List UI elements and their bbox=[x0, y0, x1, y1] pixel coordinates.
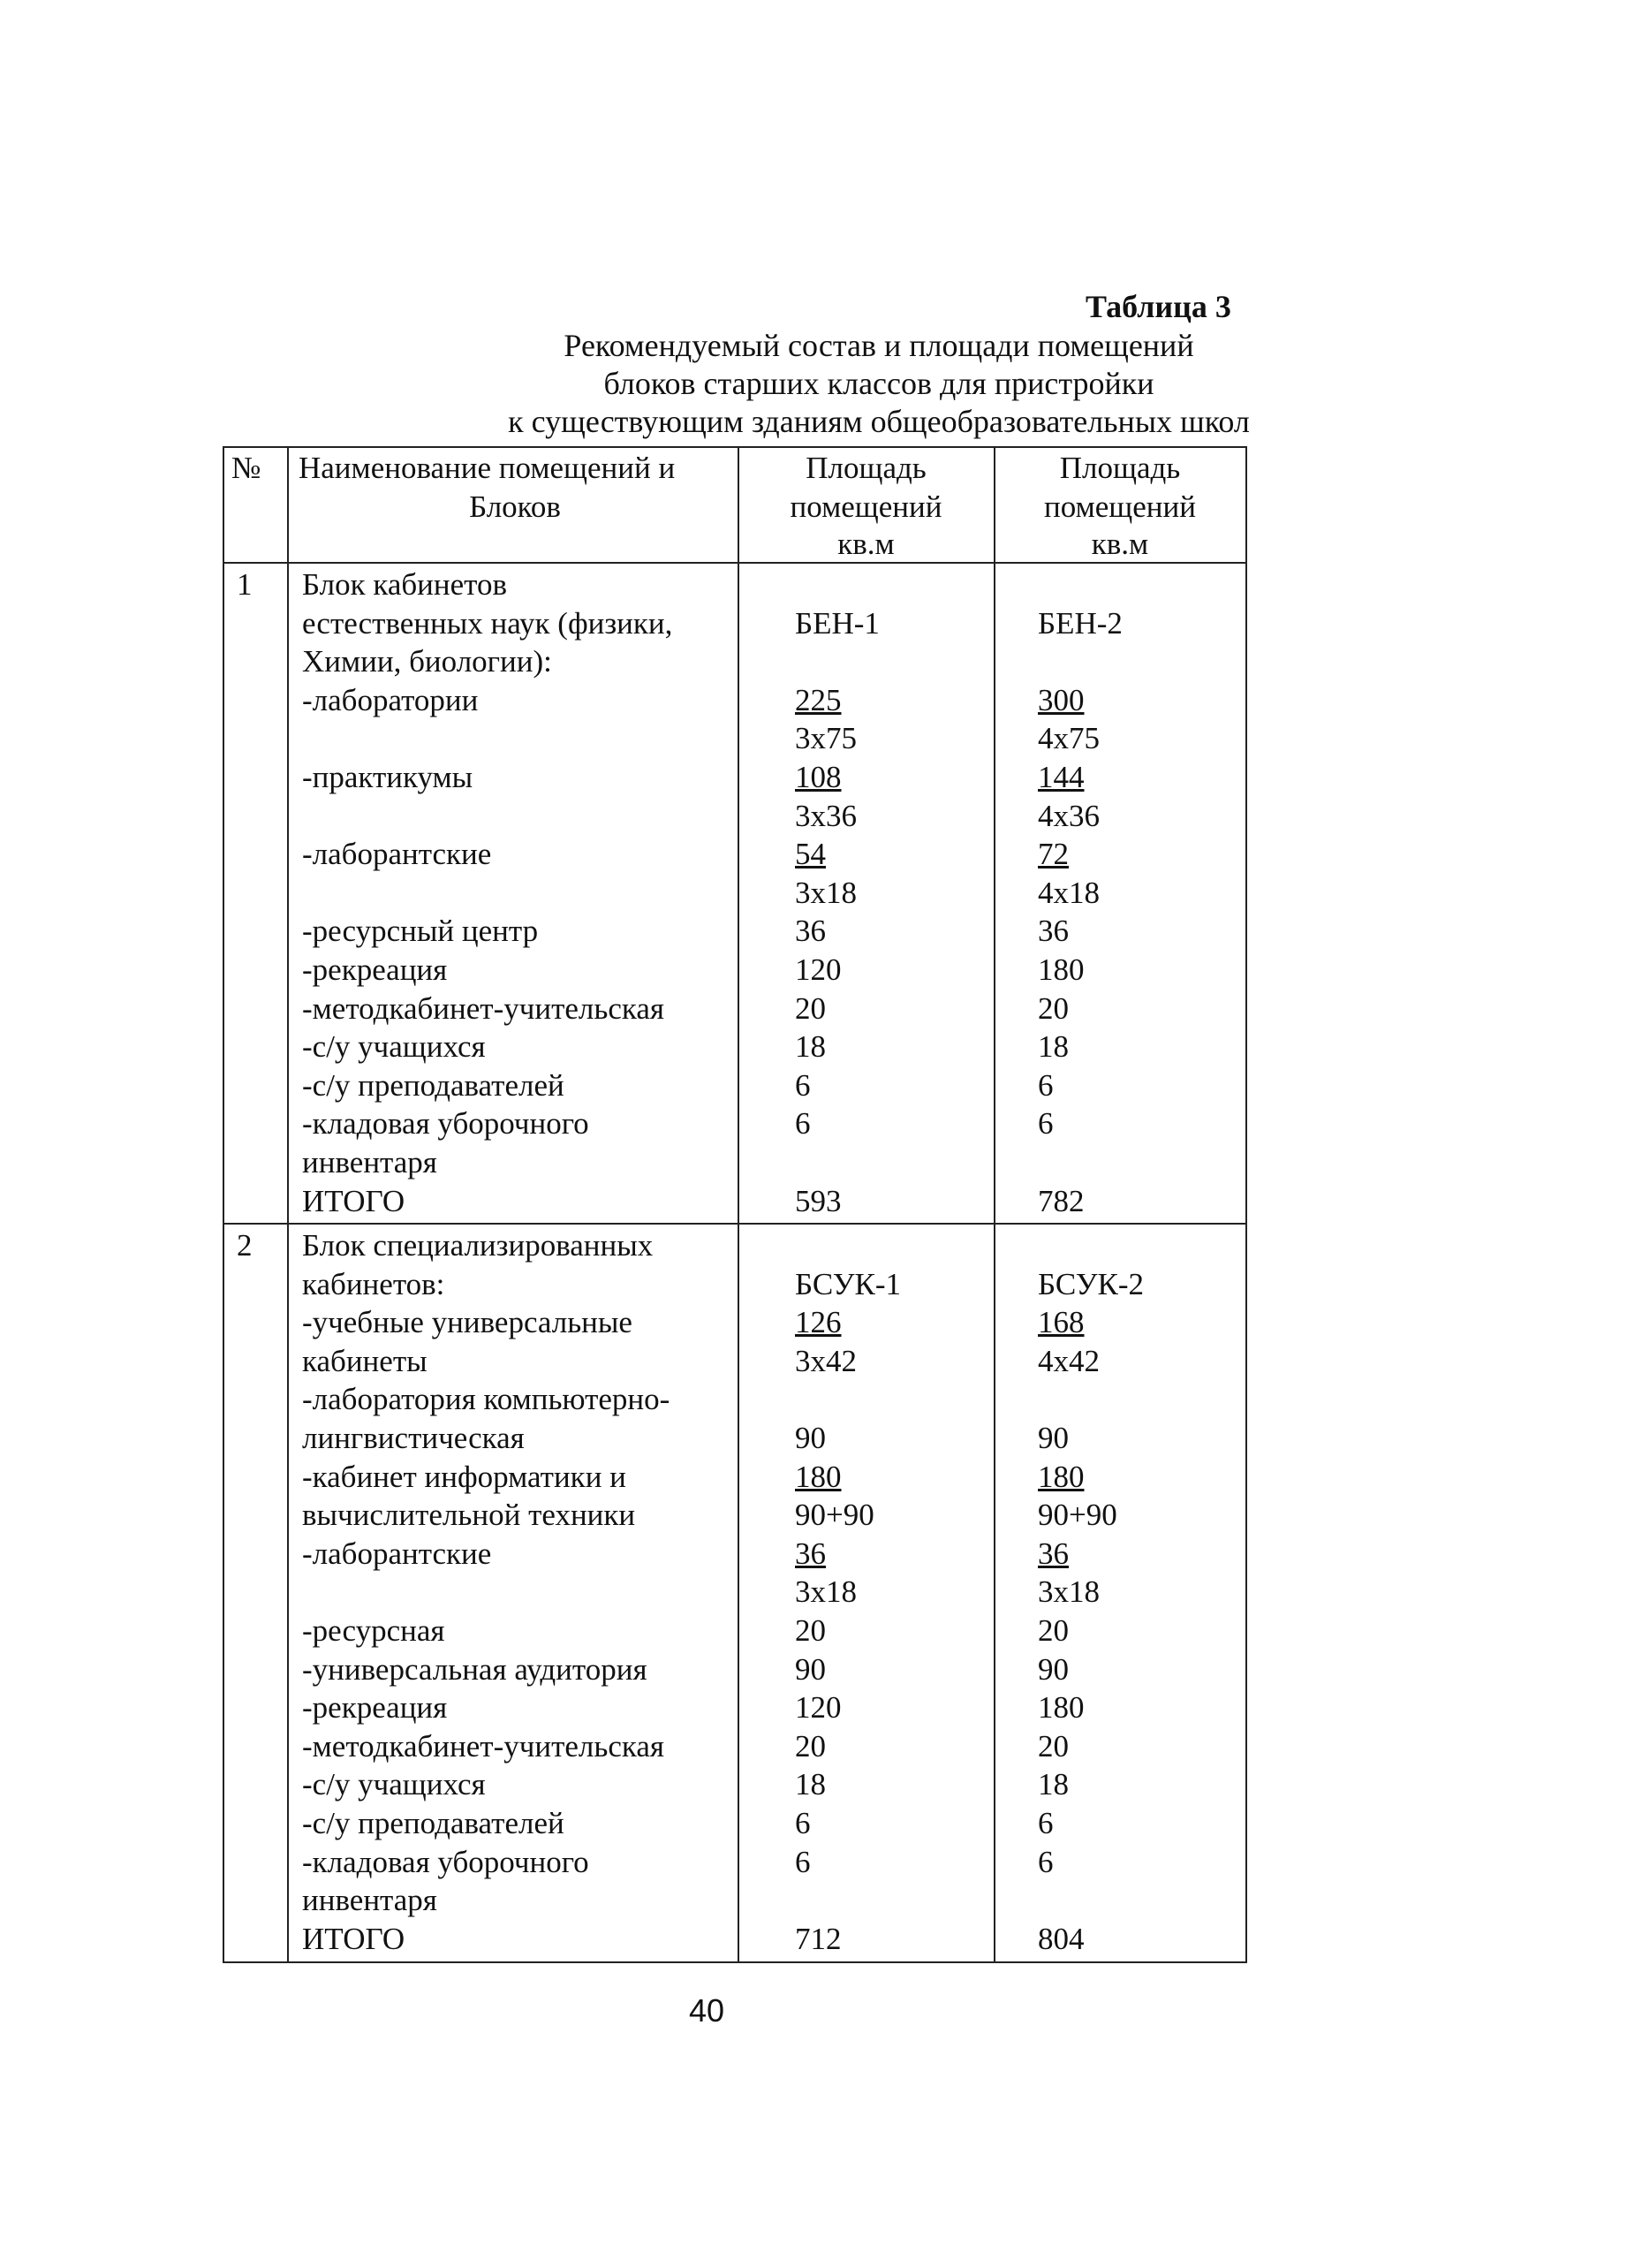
room-name: -рекреация bbox=[302, 952, 448, 987]
room-name: Блок кабинетов bbox=[302, 567, 508, 602]
room-name: -учебные универсальные bbox=[302, 1305, 632, 1340]
room-name: -с/у преподавателей bbox=[302, 1806, 564, 1840]
block-1-num: 1 bbox=[237, 567, 253, 602]
header-num: № bbox=[231, 451, 261, 485]
area-variant-1: 6 bbox=[795, 1067, 811, 1103]
area-variant-2: 804 bbox=[1038, 1921, 1085, 1956]
area-variant-1: 6 bbox=[795, 1806, 811, 1840]
area-variant-2: 20 bbox=[1038, 990, 1069, 1026]
room-name: -кладовая уборочного bbox=[302, 1106, 589, 1142]
area-variant-2: 90 bbox=[1038, 1651, 1069, 1687]
area-variant-1: 712 bbox=[795, 1921, 842, 1956]
block-divider bbox=[223, 1223, 1247, 1225]
area-variant-2: 90 bbox=[1038, 1421, 1069, 1455]
area-variant-2: БСУК-2 bbox=[1038, 1266, 1145, 1301]
area-variant-2: 6 bbox=[1038, 1067, 1054, 1103]
table-top-border bbox=[223, 446, 1247, 448]
room-name: лингвистическая bbox=[302, 1421, 525, 1455]
area-variant-2: 180 bbox=[1038, 1459, 1085, 1494]
room-name: -с/у учащихся bbox=[302, 1029, 486, 1065]
area-variant-2: 300 bbox=[1038, 682, 1085, 717]
area-variant-1: 90 bbox=[795, 1651, 826, 1687]
area-variant-1: 120 bbox=[795, 1690, 842, 1726]
area-variant-2: 18 bbox=[1038, 1029, 1069, 1065]
room-name: инвентаря bbox=[302, 1883, 437, 1918]
table-caption-line-1: Рекомендуемый состав и площади помещений bbox=[564, 328, 1194, 363]
room-name: ИТОГО bbox=[302, 1183, 405, 1218]
area-variant-2: 180 bbox=[1038, 952, 1085, 987]
room-name: кабинеты bbox=[302, 1343, 428, 1378]
room-name: -ресурсный центр bbox=[302, 914, 539, 949]
column-divider-name bbox=[738, 446, 739, 1963]
room-name: -рекреация bbox=[302, 1690, 448, 1726]
table-label: Таблица 3 bbox=[1086, 289, 1231, 324]
area-variant-1: 20 bbox=[795, 990, 826, 1026]
area-variant-1: 3х18 bbox=[795, 875, 857, 910]
area-variant-2: 4х42 bbox=[1038, 1343, 1100, 1378]
room-name: -лаборатории bbox=[302, 682, 479, 717]
room-name: Химии, биологии): bbox=[302, 644, 552, 679]
room-name: -лаборантские bbox=[302, 1536, 492, 1571]
area-variant-2: 18 bbox=[1038, 1767, 1069, 1802]
room-name: -универсальная аудитория bbox=[302, 1651, 647, 1687]
room-name: -с/у преподавателей bbox=[302, 1067, 564, 1103]
area-variant-1: 3х36 bbox=[795, 798, 857, 833]
table-left-border bbox=[223, 446, 224, 1963]
area-variant-1: 108 bbox=[795, 760, 842, 794]
area-variant-1: 120 bbox=[795, 952, 842, 987]
room-name: -кладовая уборочного bbox=[302, 1844, 589, 1879]
area-variant-1: 90 bbox=[795, 1421, 826, 1455]
area-variant-1: 54 bbox=[795, 837, 826, 872]
area-variant-2: 72 bbox=[1038, 837, 1069, 872]
area-variant-1: 36 bbox=[795, 1536, 826, 1571]
area-variant-2: 3х18 bbox=[1038, 1574, 1100, 1610]
area-variant-2: 4х75 bbox=[1038, 721, 1100, 756]
area-variant-1: 3х42 bbox=[795, 1343, 857, 1378]
area-variant-1: 20 bbox=[795, 1728, 826, 1764]
area-variant-1: БЕН-1 bbox=[795, 605, 880, 641]
area-variant-1: 18 bbox=[795, 1767, 826, 1802]
room-name: -ресурсная bbox=[302, 1613, 445, 1648]
area-variant-2: 6 bbox=[1038, 1106, 1054, 1142]
room-name: -с/у учащихся bbox=[302, 1767, 486, 1802]
table-caption-line-2: блоков старших классов для пристройки bbox=[603, 366, 1154, 401]
area-variant-1: 90+90 bbox=[795, 1498, 874, 1533]
room-name: инвентаря bbox=[302, 1145, 437, 1180]
area-variant-1: 36 bbox=[795, 914, 826, 949]
area-variant-2: 90+90 bbox=[1038, 1498, 1117, 1533]
header-area2-line-1: Площадь bbox=[1059, 451, 1181, 485]
room-name: -методкабинет-учительская bbox=[302, 990, 664, 1026]
header-area1-line-3: кв.м bbox=[837, 527, 895, 561]
area-variant-1: 18 bbox=[795, 1029, 826, 1065]
header-area1-line-2: помещений bbox=[790, 489, 942, 524]
room-name: ИТОГО bbox=[302, 1921, 405, 1956]
area-variant-2: 144 bbox=[1038, 760, 1085, 794]
room-name: кабинетов: bbox=[302, 1266, 445, 1301]
room-name: -кабинет информатики и bbox=[302, 1459, 626, 1494]
header-name-line-2: Блоков bbox=[469, 489, 561, 524]
area-variant-1: БСУК-1 bbox=[795, 1266, 902, 1301]
area-variant-1: 180 bbox=[795, 1459, 842, 1494]
area-variant-2: 168 bbox=[1038, 1305, 1085, 1340]
header-area2-line-2: помещений bbox=[1044, 489, 1196, 524]
table-bottom-border bbox=[223, 1961, 1247, 1963]
area-variant-2: 36 bbox=[1038, 914, 1069, 949]
header-area2-line-3: кв.м bbox=[1091, 527, 1149, 561]
room-name: -лаборатория компьютерно- bbox=[302, 1382, 670, 1417]
page-number: 40 bbox=[689, 1992, 725, 2029]
header-name-line-1: Наименование помещений и bbox=[299, 451, 676, 485]
area-variant-2: 6 bbox=[1038, 1844, 1054, 1879]
column-divider-area bbox=[994, 446, 995, 1963]
area-variant-1: 593 bbox=[795, 1183, 842, 1218]
column-divider-num bbox=[287, 446, 289, 1963]
area-variant-2: 180 bbox=[1038, 1690, 1085, 1726]
block-2-num: 2 bbox=[237, 1228, 253, 1263]
area-variant-1: 6 bbox=[795, 1106, 811, 1142]
room-name: -практикумы bbox=[302, 760, 473, 794]
table-right-border bbox=[1245, 446, 1247, 1963]
room-name: -методкабинет-учительская bbox=[302, 1728, 664, 1764]
area-variant-2: 4х36 bbox=[1038, 798, 1100, 833]
area-variant-1: 225 bbox=[795, 682, 842, 717]
area-variant-2: 20 bbox=[1038, 1728, 1069, 1764]
area-variant-1: 6 bbox=[795, 1844, 811, 1879]
area-variant-1: 3х75 bbox=[795, 721, 857, 756]
table-caption-line-3: к существующим зданиям общеобразовательных школ bbox=[508, 404, 1250, 439]
area-variant-2: 36 bbox=[1038, 1536, 1069, 1571]
room-name: вычислительной техники bbox=[302, 1498, 636, 1533]
header-area1-line-1: Площадь bbox=[806, 451, 927, 485]
room-name: -лаборантские bbox=[302, 837, 492, 872]
area-variant-2: 20 bbox=[1038, 1613, 1069, 1648]
room-name: естественных наук (физики, bbox=[302, 605, 673, 641]
area-variant-2: 4х18 bbox=[1038, 875, 1100, 910]
area-variant-1: 3х18 bbox=[795, 1574, 857, 1610]
area-variant-1: 126 bbox=[795, 1305, 842, 1340]
area-variant-2: 782 bbox=[1038, 1183, 1085, 1218]
area-variant-1: 20 bbox=[795, 1613, 826, 1648]
area-variant-2: 6 bbox=[1038, 1806, 1054, 1840]
area-variant-2: БЕН-2 bbox=[1038, 605, 1123, 641]
room-name: Блок специализированных bbox=[302, 1228, 654, 1263]
